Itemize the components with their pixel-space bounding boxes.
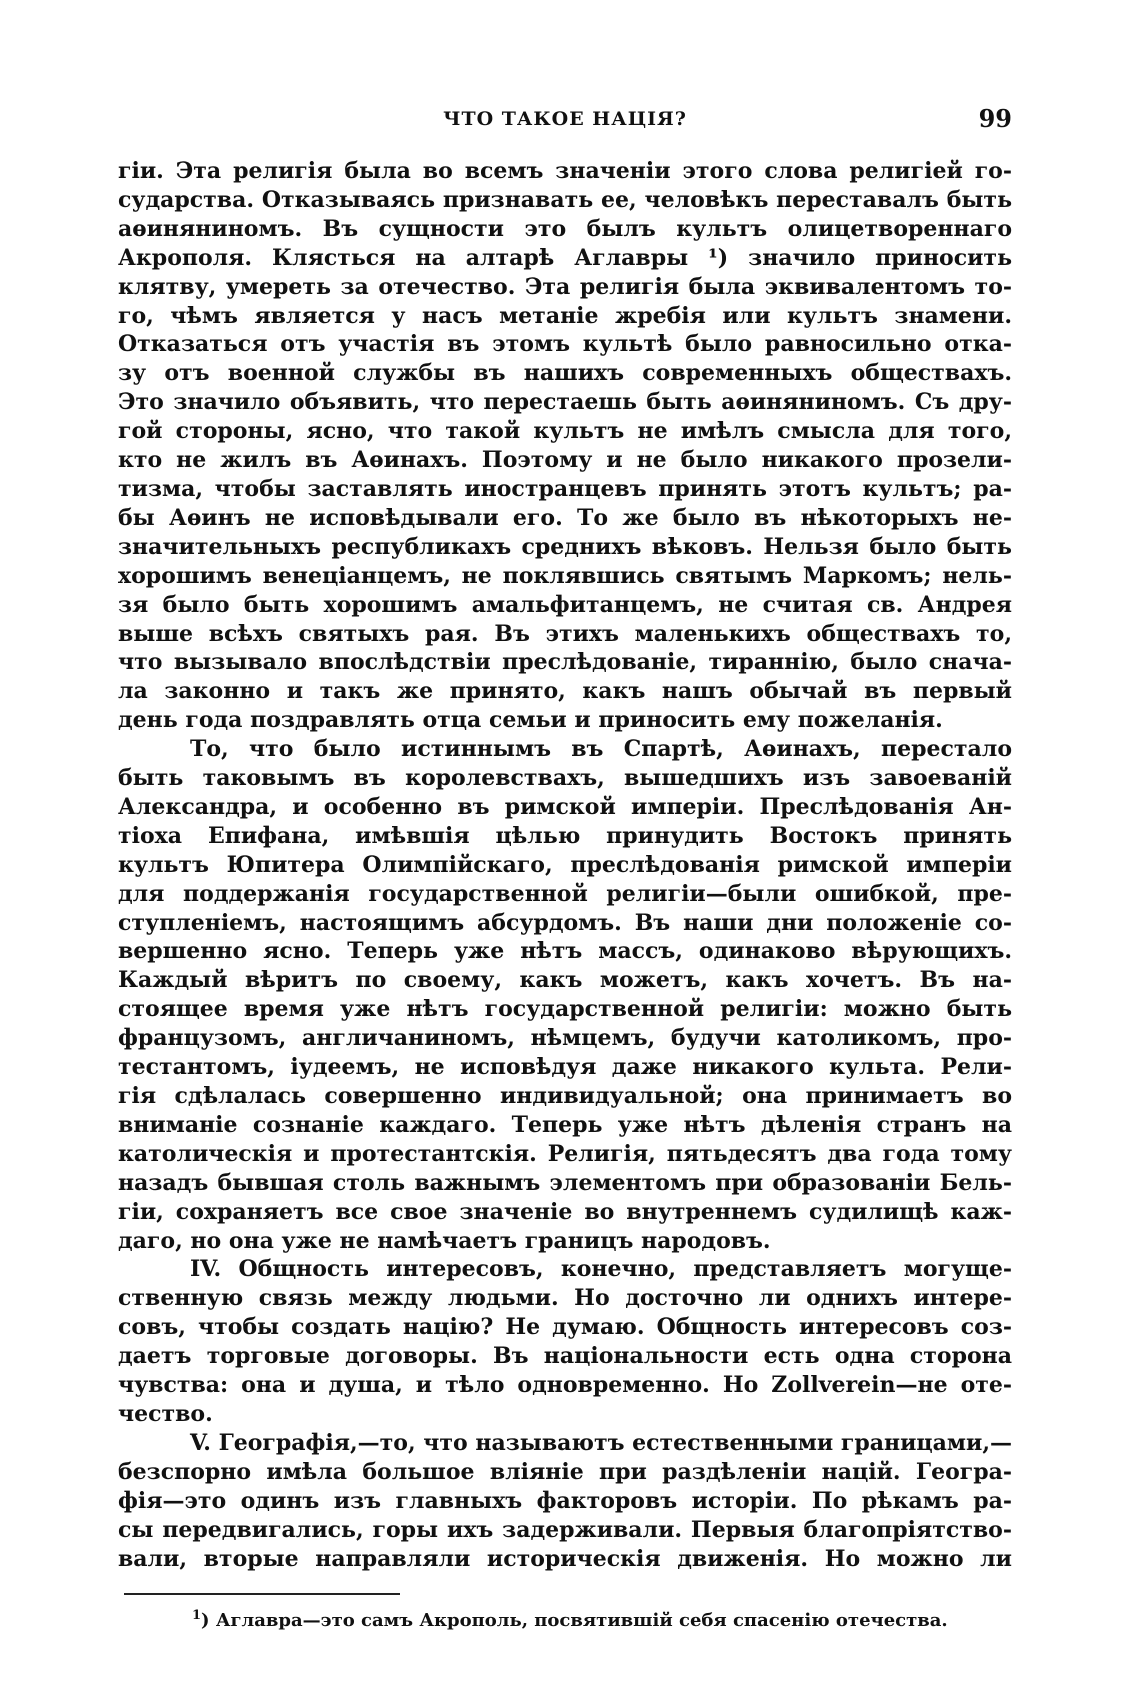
text-line: ступленіемъ, настоящимъ абсурдомъ. Въ наши дни положеніе со- bbox=[118, 909, 1012, 936]
text-line: тіоха Епифана, имѣвшія цѣлью принудить Востокъ принять bbox=[118, 822, 1012, 849]
text-line: чувства: она и душа, и тѣло одновременно. Но Zollverein—не оте- bbox=[118, 1372, 1012, 1399]
footnote-marker: 1 bbox=[192, 1608, 202, 1623]
text-line: гія сдѣлалась совершенно индивидуальной; она принимаетъ во bbox=[118, 1083, 1012, 1109]
text-line: фія—это одинъ изъ главныхъ факторовъ исторіи. По рѣкамъ ра- bbox=[118, 1487, 1012, 1514]
page-header bbox=[118, 104, 1012, 138]
running-title: ЧТО ТАКОЕ НАЦІЯ? bbox=[443, 108, 687, 130]
text-line: зу отъ военной службы въ нашихъ современныхъ обществахъ. bbox=[118, 360, 1012, 387]
page-number: 99 bbox=[978, 104, 1012, 133]
text-line: сударства. Отказываясь признавать ее, человѣкъ переставалъ быть bbox=[118, 186, 1012, 213]
text-line: культъ Юпитера Олимпійскаго, преслѣдованія римской имперіи bbox=[118, 851, 1012, 878]
text-line: То, что было истиннымъ въ Спартѣ, Аѳинахъ, перестало bbox=[190, 736, 1012, 763]
text-line: совъ, чтобы создать націю? Не думаю. Общность интересовъ соз- bbox=[118, 1314, 1012, 1341]
text-line: Каждый вѣритъ по своему, какъ можетъ, какъ хочетъ. Въ на- bbox=[118, 967, 1012, 994]
text-line: зя было быть хорошимъ амальфитанцемъ, не считая св. Андрея bbox=[118, 591, 1012, 618]
text-line: вершенно ясно. Теперь уже нѣтъ массъ, одинаково вѣрующихъ. bbox=[118, 938, 1012, 965]
text-line: го, чѣмъ является у насъ метаніе жребія или культъ знамени. bbox=[118, 302, 1012, 329]
text-line: что вызывало впослѣдствіи преслѣдованіе, тираннію, было снача- bbox=[118, 649, 1012, 676]
footnote bbox=[192, 1608, 1012, 1631]
text-line: Отказаться отъ участія въ этомъ культѣ было равносильно отка- bbox=[118, 331, 1012, 358]
text-line: сы передвигались, горы ихъ задерживали. Первыя благопріятство- bbox=[118, 1516, 1012, 1543]
text-line: стоящее время уже нѣтъ государственной религіи: можно быть bbox=[118, 996, 1012, 1023]
text-line: аѳиняниномъ. Въ сущности это былъ культъ олицетвореннаго bbox=[118, 215, 1012, 242]
text-line: ственную связь между людьми. Но досточно ли однихъ интере- bbox=[118, 1285, 1012, 1312]
text-line: Акрополя. Клясться на алтарѣ Аглавры ¹) значило приносить bbox=[118, 244, 1012, 271]
text-line: безспорно имѣла большое вліяніе при раздѣленіи націй. Геогра- bbox=[118, 1458, 1012, 1485]
text-line: французомъ, англичаниномъ, нѣмцемъ, будучи католикомъ, про- bbox=[118, 1025, 1012, 1052]
footnote-divider bbox=[124, 1593, 400, 1595]
text-line: Это значило объявить, что перестаешь быть аѳиняниномъ. Съ дру- bbox=[118, 389, 1012, 416]
footnote-text: ) Аглавра—это самъ Акрополь, посвятившій себя спасенію отечества. bbox=[201, 1610, 948, 1631]
text-line: значительныхъ республикахъ среднихъ вѣковъ. Нельзя было быть bbox=[118, 533, 1012, 560]
text-line: даго, но она уже не намѣчаетъ границъ народовъ. bbox=[118, 1227, 771, 1254]
text-line: клятву, умереть за отечество. Эта религія была эквивалентомъ то- bbox=[118, 273, 1012, 300]
text-line: назадъ бывшая столь важнымъ элементомъ при образованіи Бель- bbox=[118, 1169, 1012, 1196]
text-line: быть таковымъ въ королевствахъ, вышедшихъ изъ завоеваній bbox=[118, 765, 1012, 792]
text-line: Александра, и особенно въ римской имперіи. Преслѣдованія Ан- bbox=[118, 793, 1012, 820]
text-line: день года поздравлять отца семьи и приносить ему пожеланія. bbox=[118, 707, 943, 734]
text-line: бы Аѳинъ не исповѣдывали его. То же было въ нѣкоторыхъ не- bbox=[118, 504, 1012, 531]
text-line: кто не жилъ въ Аѳинахъ. Поэтому и не было никакого прозели- bbox=[118, 447, 1012, 474]
text-line: для поддержанія государственной религіи—были ошибкой, пре- bbox=[118, 880, 1012, 907]
text-line: тизма, чтобы заставлять иностранцевъ принять этотъ культъ; ра- bbox=[118, 475, 1012, 502]
text-line: выше всѣхъ святыхъ рая. Въ этихъ маленькихъ обществахъ то, bbox=[118, 620, 1012, 647]
text-line: ла законно и такъ же принято, какъ нашъ обычай въ первый bbox=[118, 678, 1012, 705]
text-line: тестантомъ, іудеемъ, не исповѣдуя даже никакого культа. Рели- bbox=[118, 1054, 1012, 1081]
text-line: чество. bbox=[118, 1400, 213, 1427]
text-line: католическія и протестантскія. Религія, пятьдесятъ два года тому bbox=[118, 1140, 1012, 1167]
text-line: гой стороны, ясно, что такой культъ не имѣлъ смысла для того, bbox=[118, 418, 1012, 445]
body-text bbox=[118, 157, 1012, 1573]
text-line: вниманіе сознаніе каждаго. Теперь уже нѣтъ дѣленія странъ на bbox=[118, 1111, 1012, 1138]
text-line: IV. Общность интересовъ, конечно, представляетъ могуще- bbox=[190, 1256, 1012, 1283]
text-line: хорошимъ венеціанцемъ, не поклявшись святымъ Маркомъ; нель- bbox=[118, 562, 1012, 589]
text-line: гіи. Эта религія была во всемъ значеніи этого слова религіей го- bbox=[118, 158, 1012, 184]
text-line: гіи, сохраняетъ все свое значеніе во внутреннемъ судилищѣ каж- bbox=[118, 1198, 1012, 1225]
text-line: даетъ торговые договоры. Въ національности есть одна сторона bbox=[118, 1343, 1012, 1370]
text-line: вали, вторые направляли историческія движенія. Но можно ли bbox=[118, 1545, 1012, 1572]
text-line: V. Географія,—то, что называютъ естественными границами,— bbox=[190, 1429, 1012, 1456]
